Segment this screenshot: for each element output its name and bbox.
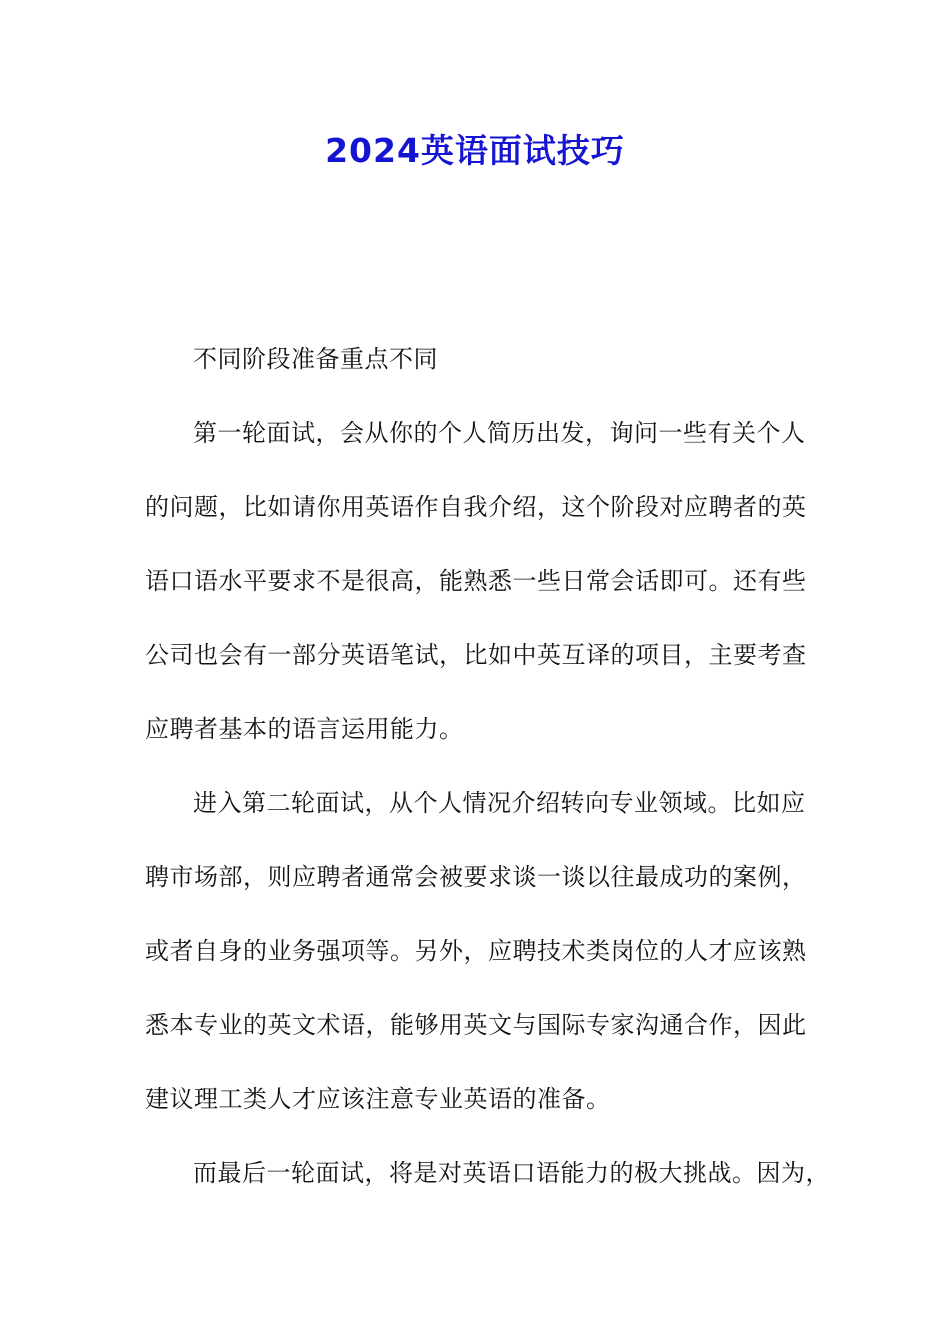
paragraph-heading: 不同阶段准备重点不同: [193, 345, 438, 373]
paragraph-line: 应聘者基本的语言运用能力。: [145, 715, 464, 743]
paragraph-line: 进入第二轮面试，从个人情况介绍转向专业领域。比如应: [193, 789, 806, 817]
paragraph-line: 悉本专业的英文术语，能够用英文与国际专家沟通合作，因此: [145, 1011, 807, 1039]
paragraph-line: 的问题，比如请你用英语作自我介绍，这个阶段对应聘者的英: [145, 493, 807, 521]
paragraph-line: 第一轮面试，会从你的个人简历出发，询问一些有关个人: [193, 419, 806, 447]
paragraph-line: 而最后一轮面试，将是对英语口语能力的极大挑战。因为，: [193, 1159, 830, 1187]
paragraph-line: 或者自身的业务强项等。另外，应聘技术类岗位的人才应该熟: [145, 937, 807, 965]
document-body: [145, 322, 830, 1210]
paragraph-line: 建议理工类人才应该注意专业英语的准备。: [145, 1085, 611, 1113]
document-title: 2024英语面试技巧: [325, 131, 625, 170]
paragraph-line: 聘市场部，则应聘者通常会被要求谈一谈以往最成功的案例，: [145, 863, 807, 891]
paragraph-line: 语口语水平要求不是很高，能熟悉一些日常会话即可。还有些: [145, 567, 807, 595]
paragraph-line: 公司也会有一部分英语笔试，比如中英互译的项目，主要考查: [145, 641, 807, 669]
